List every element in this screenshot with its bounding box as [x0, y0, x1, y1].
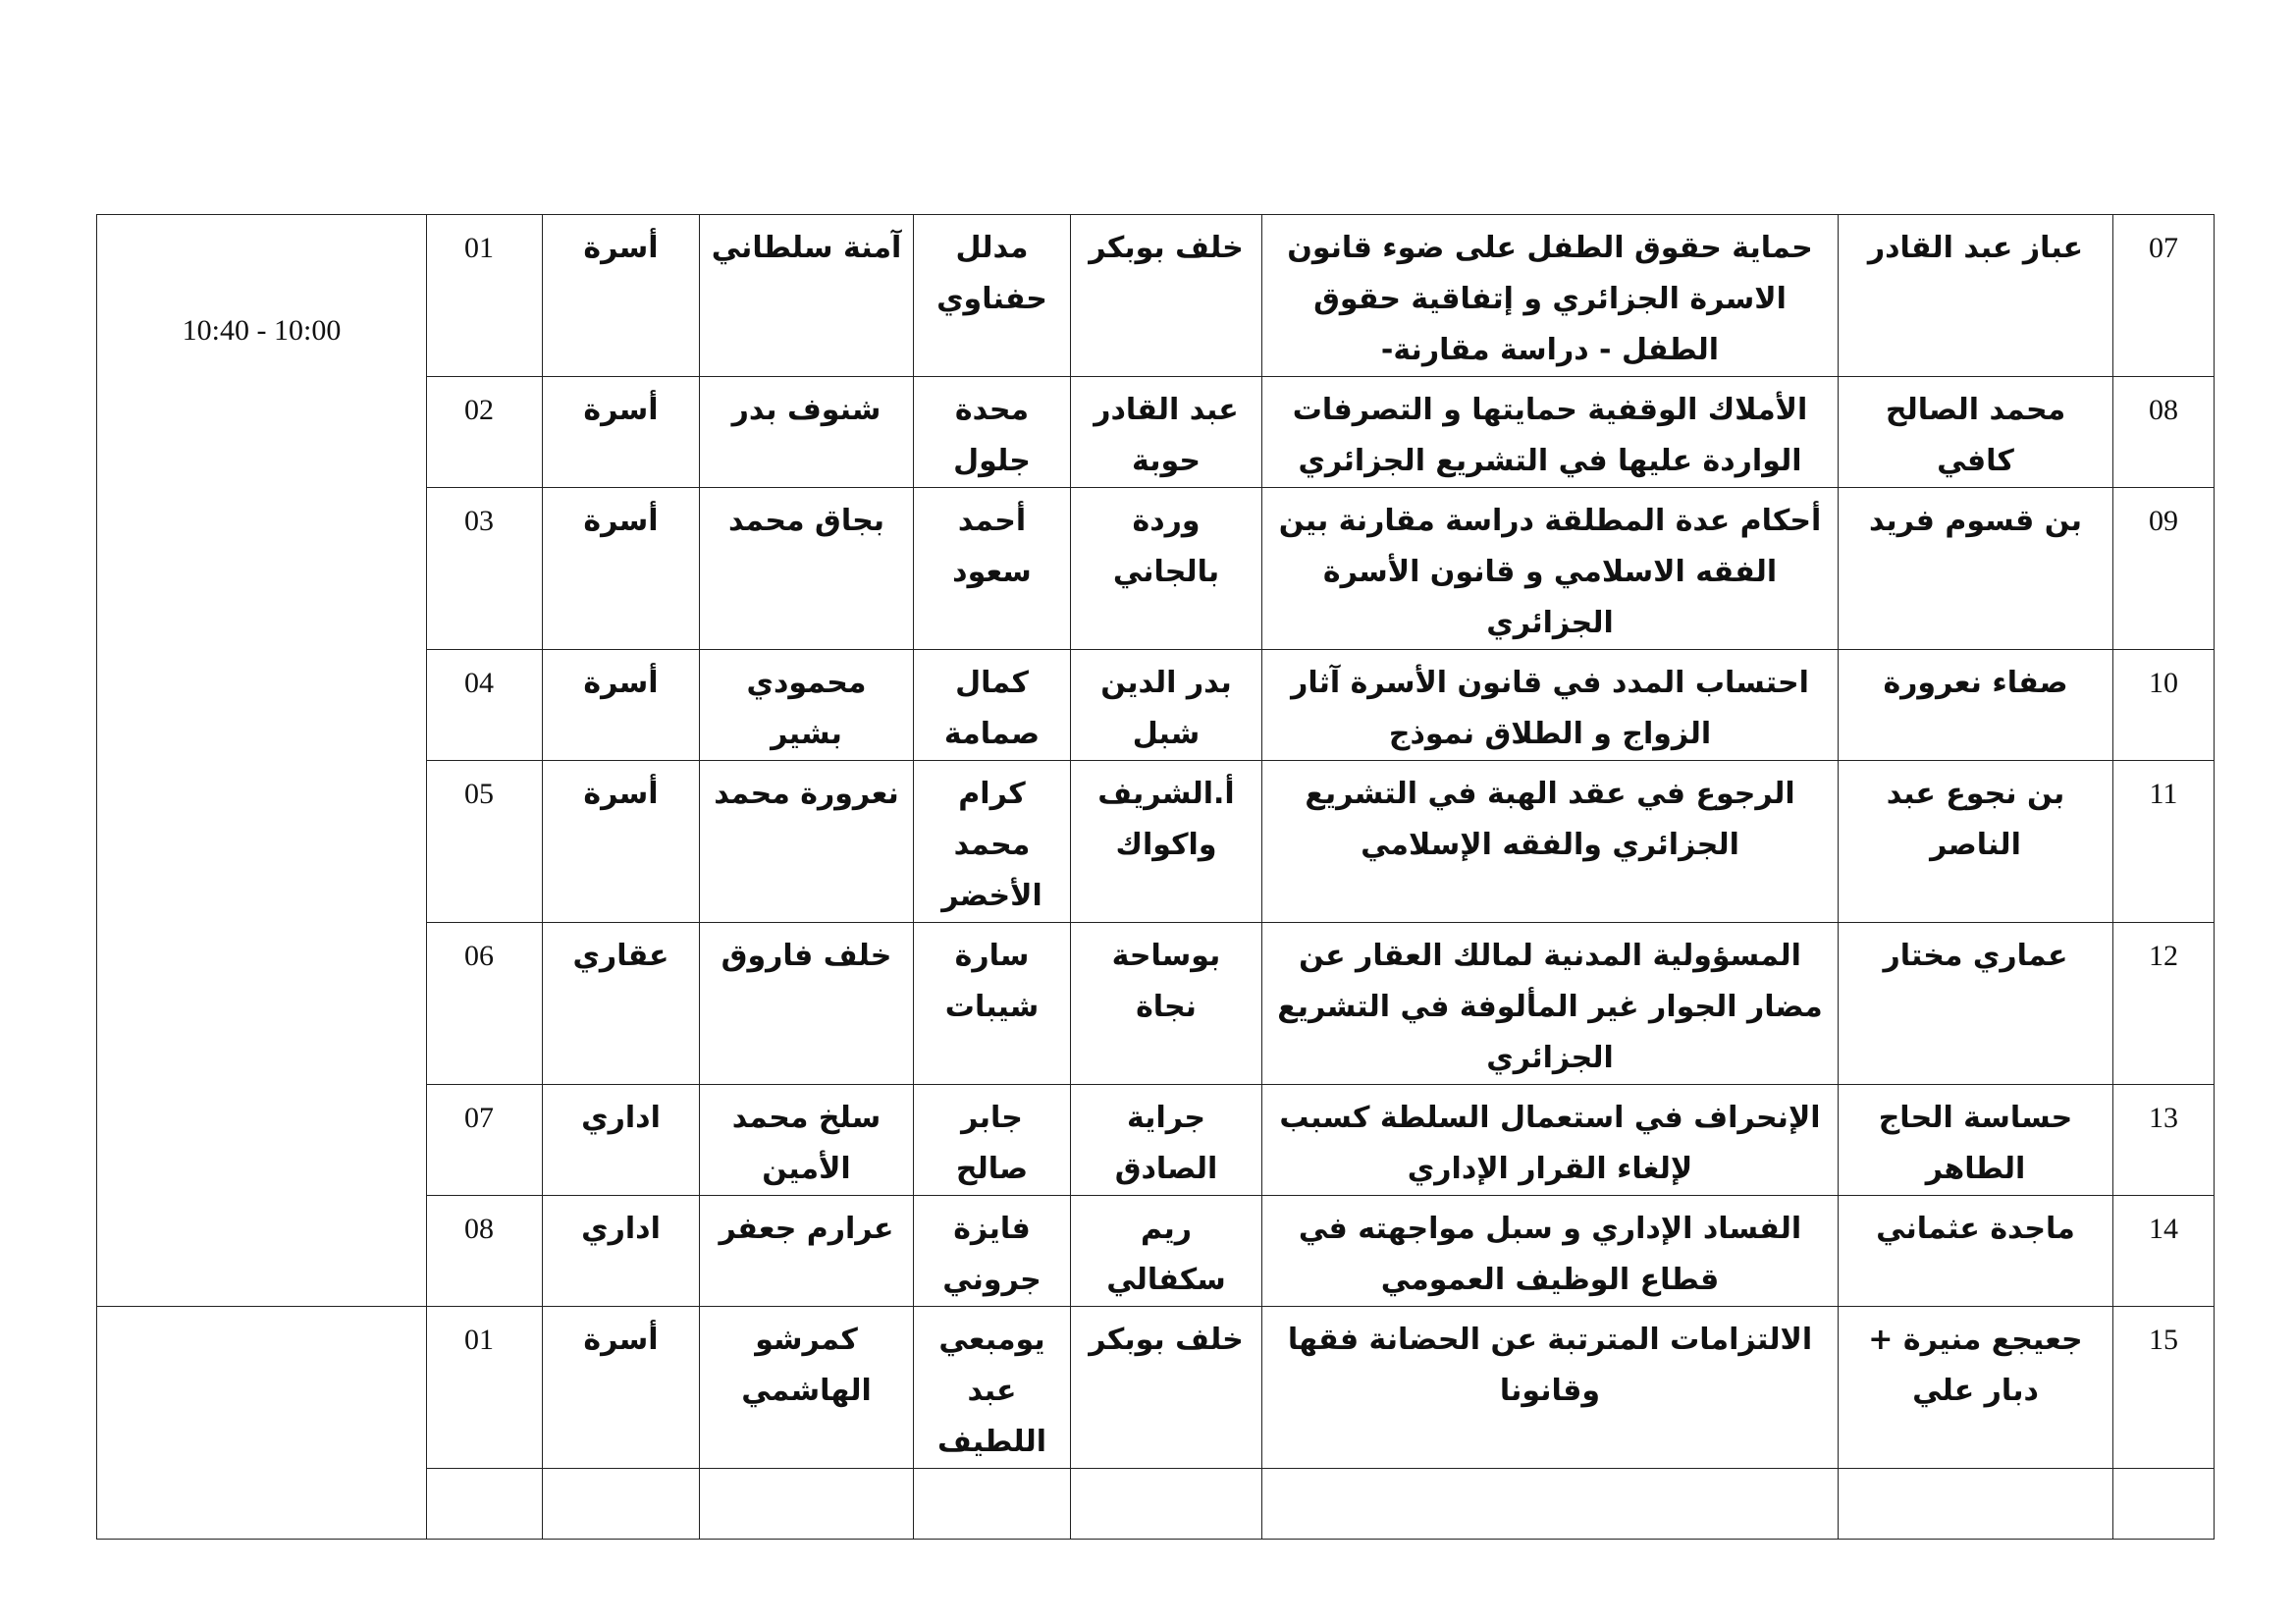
order-cell: 08 — [427, 1196, 543, 1307]
student-cell: آمنة سلطاني — [700, 215, 914, 377]
specialty-cell: أسرة — [543, 488, 700, 650]
session-time — [97, 1307, 427, 1540]
thesis-title-cell — [1262, 1469, 1839, 1540]
supervisor-cell: خلف بوبكر — [1071, 1307, 1262, 1469]
supervisor-cell: بوساحة نجاة — [1071, 923, 1262, 1085]
supervisor-cell: بدر الدين شبل — [1071, 650, 1262, 761]
president-cell: ماجدة عثماني — [1839, 1196, 2113, 1307]
session-time: 10:40 - 10:00 — [97, 215, 427, 1307]
number-cell: 14 — [2113, 1196, 2215, 1307]
president-cell: حساسة الحاج الطاهر — [1839, 1085, 2113, 1196]
president-cell — [1839, 1469, 2113, 1540]
examiner-cell: جابر صالح — [914, 1085, 1071, 1196]
examiner-cell — [914, 1469, 1071, 1540]
specialty-cell: عقاري — [543, 923, 700, 1085]
number-cell: 13 — [2113, 1085, 2215, 1196]
specialty-cell: اداري — [543, 1196, 700, 1307]
thesis-title-cell: الإنحراف في استعمال السلطة كسبب لإلغاء القرار الإداري — [1262, 1085, 1839, 1196]
president-cell: عماري مختار — [1839, 923, 2113, 1085]
order-cell: 04 — [427, 650, 543, 761]
thesis-title-cell: احتساب المدد في قانون الأسرة آثار الزواج و الطلاق نموذج — [1262, 650, 1839, 761]
order-cell: 01 — [427, 215, 543, 377]
examiner-cell: يومبعي عبد اللطيف — [914, 1307, 1071, 1469]
supervisor-cell — [1071, 1469, 1262, 1540]
president-cell: جعيجع منيرة + دبار علي — [1839, 1307, 2113, 1469]
specialty-cell: أسرة — [543, 377, 700, 488]
president-cell: عباز عبد القادر — [1839, 215, 2113, 377]
student-cell: عرارم جعفر — [700, 1196, 914, 1307]
thesis-title-cell: أحكام عدة المطلقة دراسة مقارنة بين الفقه الاسلامي و قانون الأسرة الجزائري — [1262, 488, 1839, 650]
order-cell: 01 — [427, 1307, 543, 1469]
examiner-cell: سارة شيبات — [914, 923, 1071, 1085]
examiner-cell: مدلل حفناوي — [914, 215, 1071, 377]
president-cell: صفاء نعرورة — [1839, 650, 2113, 761]
specialty-cell — [543, 1469, 700, 1540]
president-cell: بن نجوع عبد الناصر — [1839, 761, 2113, 923]
student-cell: سلخ محمد الأمين — [700, 1085, 914, 1196]
table-row — [97, 215, 2215, 377]
defense-schedule-table — [96, 214, 2215, 1540]
supervisor-cell: خلف بوبكر — [1071, 215, 1262, 377]
number-cell: 11 — [2113, 761, 2215, 923]
supervisor-cell: جراية الصادق — [1071, 1085, 1262, 1196]
thesis-title-cell: حماية حقوق الطفل على ضوء قانون الاسرة الجزائري و إتفاقية حقوق الطفل - دراسة مقارنة- — [1262, 215, 1839, 377]
supervisor-cell: عبد القادر حوبة — [1071, 377, 1262, 488]
specialty-cell: أسرة — [543, 650, 700, 761]
student-cell: نعرورة محمد — [700, 761, 914, 923]
supervisor-cell: أ.الشريف واكواك — [1071, 761, 1262, 923]
president-cell: محمد الصالح كافي — [1839, 377, 2113, 488]
table-row — [97, 1307, 2215, 1469]
number-cell: 10 — [2113, 650, 2215, 761]
number-cell: 12 — [2113, 923, 2215, 1085]
number-cell: 15 — [2113, 1307, 2215, 1469]
student-cell: كمرشو الهاشمي — [700, 1307, 914, 1469]
student-cell: محمودي بشير — [700, 650, 914, 761]
number-cell: 09 — [2113, 488, 2215, 650]
order-cell: 03 — [427, 488, 543, 650]
number-cell — [2113, 1469, 2215, 1540]
examiner-cell: محدة جلول — [914, 377, 1071, 488]
examiner-cell: كرام محمد الأخضر — [914, 761, 1071, 923]
order-cell: 05 — [427, 761, 543, 923]
number-cell: 08 — [2113, 377, 2215, 488]
order-cell: 07 — [427, 1085, 543, 1196]
specialty-cell: اداري — [543, 1085, 700, 1196]
order-cell — [427, 1469, 543, 1540]
supervisor-cell: وردة بالجاني — [1071, 488, 1262, 650]
student-cell — [700, 1469, 914, 1540]
thesis-title-cell: الفساد الإداري و سبل مواجهته في قطاع الوظيف العمومي — [1262, 1196, 1839, 1307]
order-cell: 06 — [427, 923, 543, 1085]
specialty-cell: أسرة — [543, 215, 700, 377]
examiner-cell: فايزة جروني — [914, 1196, 1071, 1307]
student-cell: بجاق محمد — [700, 488, 914, 650]
specialty-cell: أسرة — [543, 761, 700, 923]
number-cell: 07 — [2113, 215, 2215, 377]
order-cell: 02 — [427, 377, 543, 488]
thesis-title-cell: الالتزامات المترتبة عن الحضانة فقها وقانونا — [1262, 1307, 1839, 1469]
student-cell: شنوف بدر — [700, 377, 914, 488]
thesis-title-cell: المسؤولية المدنية لمالك العقار عن مضار الجوار غير المألوفة في التشريع الجزائري — [1262, 923, 1839, 1085]
examiner-cell: كمال صمامة — [914, 650, 1071, 761]
examiner-cell: أحمد سعود — [914, 488, 1071, 650]
supervisor-cell: ريم سكفالي — [1071, 1196, 1262, 1307]
president-cell: بن قسوم فريد — [1839, 488, 2113, 650]
thesis-title-cell: الأملاك الوقفية حمايتها و التصرفات الواردة عليها في التشريع الجزائري — [1262, 377, 1839, 488]
student-cell: خلف فاروق — [700, 923, 914, 1085]
specialty-cell: أسرة — [543, 1307, 700, 1469]
thesis-title-cell: الرجوع في عقد الهبة في التشريع الجزائري والفقه الإسلامي — [1262, 761, 1839, 923]
